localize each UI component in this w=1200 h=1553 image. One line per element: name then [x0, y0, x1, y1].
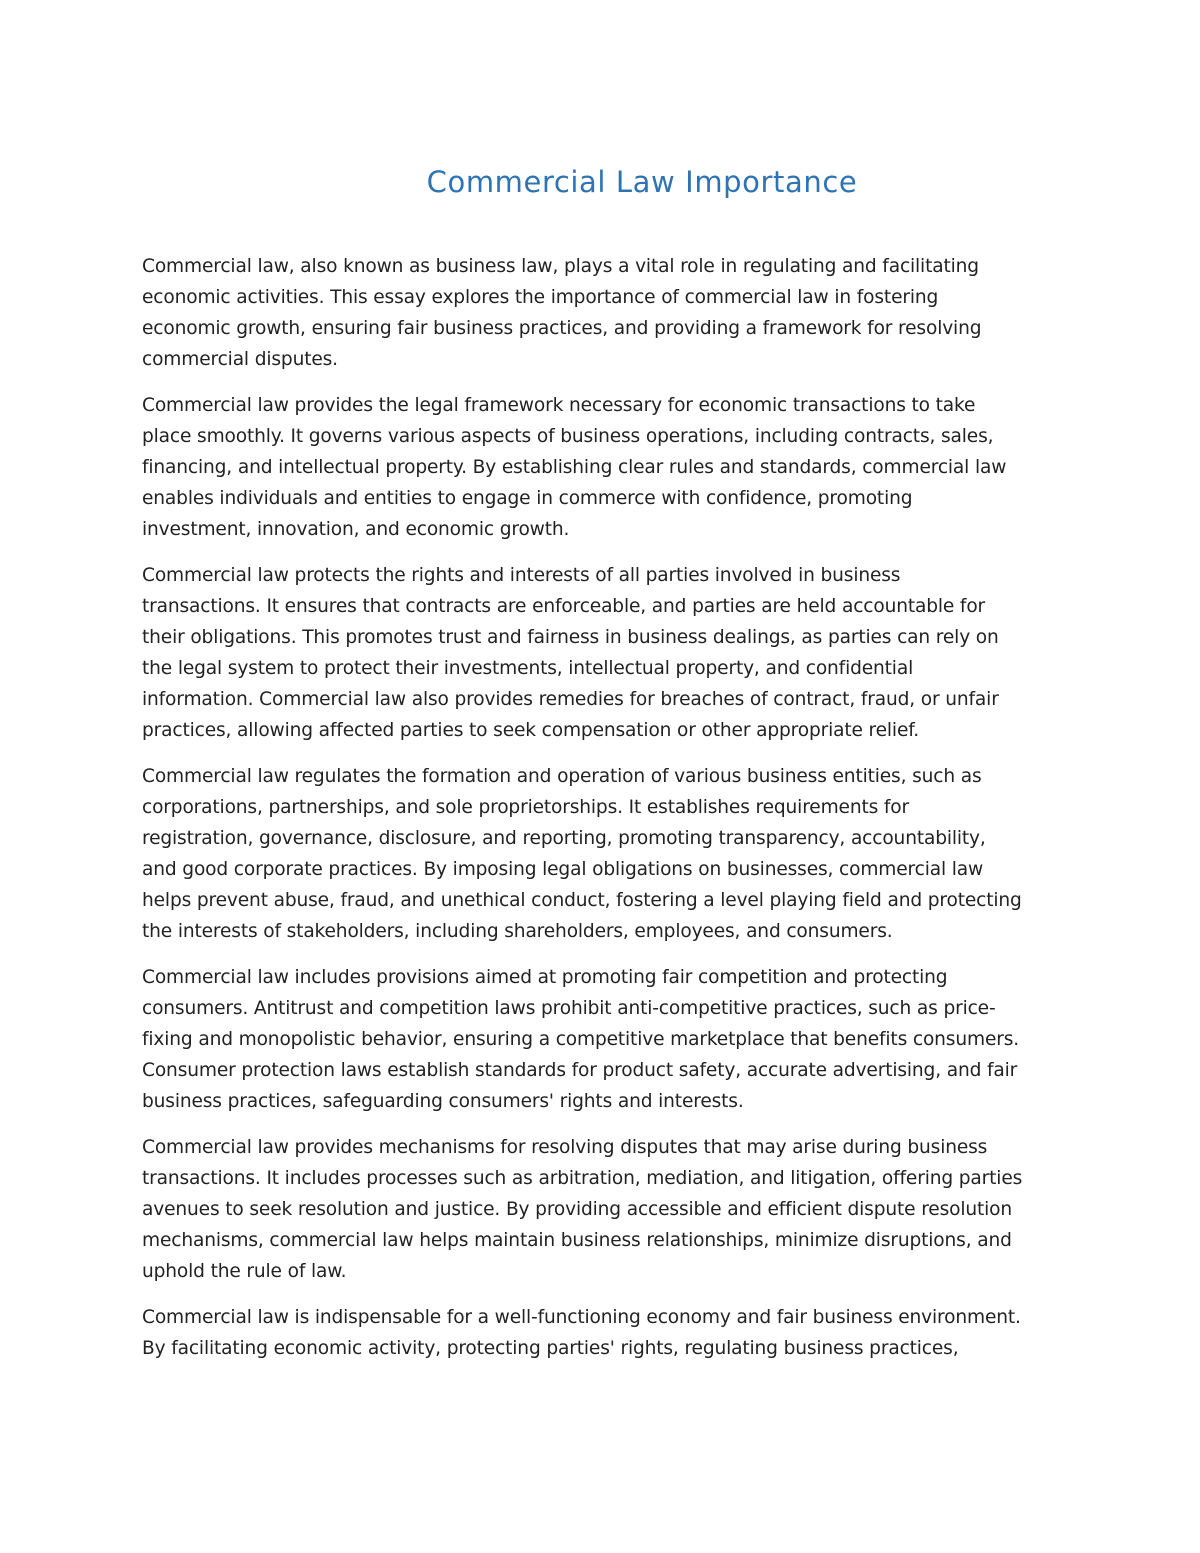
text-line: investment, innovation, and economic growth. — [142, 519, 570, 540]
text-line: information. Commercial law also provides remedies for breaches of contract, fraud, or unfair — [142, 689, 999, 710]
text-line: helps prevent abuse, fraud, and unethical conduct, fostering a level playing field and protecting — [142, 890, 1022, 911]
text-line: financing, and intellectual property. By establishing clear rules and standards, commercial law — [142, 457, 1007, 478]
paragraph-conclusion — [142, 1302, 1060, 1364]
paragraph-introduction — [142, 251, 1060, 375]
paragraph-rights-protection — [142, 560, 1060, 746]
text-line: their obligations. This promotes trust and fairness in business dealings, as parties can rely on — [142, 627, 999, 648]
text-line: Commercial law regulates the formation and operation of various business entities, such as — [142, 766, 982, 787]
text-line: economic activities. This essay explores the importance of commercial law in fostering — [142, 287, 939, 308]
text-line: Commercial law provides the legal framework necessary for economic transactions to take — [142, 395, 976, 416]
text-line: uphold the rule of law. — [142, 1261, 347, 1282]
text-line: consumers. Antitrust and competition laws prohibit anti-competitive practices, such as price- — [142, 998, 996, 1019]
text-line: fixing and monopolistic behavior, ensuring a competitive marketplace that benefits consumers. — [142, 1029, 1020, 1050]
paragraph-competition-consumers — [142, 962, 1060, 1117]
paragraph-business-entities — [142, 761, 1060, 947]
text-line: business practices, safeguarding consumers' rights and interests. — [142, 1091, 744, 1112]
document-body — [142, 251, 1060, 1379]
text-line: Commercial law protects the rights and interests of all parties involved in business — [142, 565, 901, 586]
text-line: Commercial law is indispensable for a well-functioning economy and fair business environment. — [142, 1307, 1021, 1328]
text-line: the interests of stakeholders, including shareholders, employees, and consumers. — [142, 921, 893, 942]
text-line: transactions. It ensures that contracts are enforceable, and parties are held accountable for — [142, 596, 986, 617]
text-line: Commercial law includes provisions aimed at promoting fair competition and protecting — [142, 967, 948, 988]
text-line: registration, governance, disclosure, and reporting, promoting transparency, accountability, — [142, 828, 986, 849]
text-line: Commercial law, also known as business law, plays a vital role in regulating and facilitating — [142, 256, 979, 277]
text-line: avenues to seek resolution and justice. By providing accessible and efficient dispute resolution — [142, 1199, 1013, 1220]
paragraph-dispute-resolution — [142, 1132, 1060, 1287]
text-line: practices, allowing affected parties to seek compensation or other appropriate relief. — [142, 720, 920, 741]
text-line: economic growth, ensuring fair business practices, and providing a framework for resolving — [142, 318, 982, 339]
text-line: place smoothly. It governs various aspects of business operations, including contracts, sales, — [142, 426, 994, 447]
text-line: transactions. It includes processes such as arbitration, mediation, and litigation, offering parties — [142, 1168, 1023, 1189]
text-line: the legal system to protect their investments, intellectual property, and confidential — [142, 658, 914, 679]
text-line: commercial disputes. — [142, 349, 338, 370]
text-line: and good corporate practices. By imposing legal obligations on businesses, commercial law — [142, 859, 984, 880]
text-line: corporations, partnerships, and sole proprietorships. It establishes requirements for — [142, 797, 910, 818]
document-title: Commercial Law Importance — [426, 165, 858, 199]
text-line: enables individuals and entities to engage in commerce with confidence, promoting — [142, 488, 913, 509]
text-line: Commercial law provides mechanisms for resolving disputes that may arise during business — [142, 1137, 988, 1158]
text-line: Consumer protection laws establish standards for product safety, accurate advertising, and fair — [142, 1060, 1018, 1081]
text-line: By facilitating economic activity, protecting parties' rights, regulating business practices, — [142, 1338, 959, 1359]
paragraph-legal-framework — [142, 390, 1060, 545]
text-line: mechanisms, commercial law helps maintain business relationships, minimize disruptions, and — [142, 1230, 1012, 1251]
